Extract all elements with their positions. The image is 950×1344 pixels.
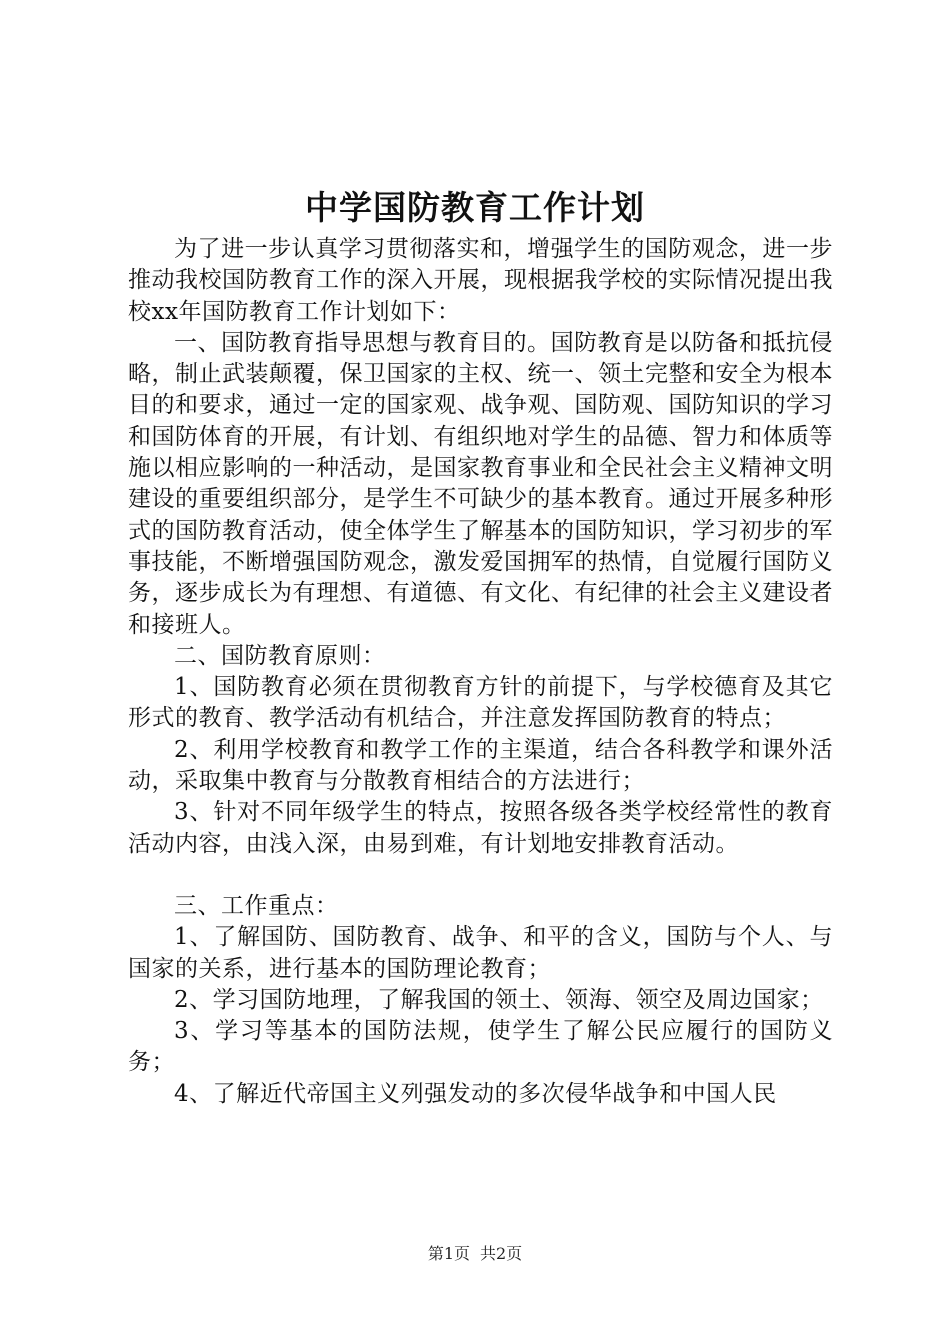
- document-body: [128, 234, 833, 1110]
- paragraph-focus-1: 1、了解国防、国防教育、战争、和平的含义，国防与个人、与国家的关系，进行基本的国防理论教育；: [128, 924, 833, 982]
- page-number: 第1页: [427, 1244, 470, 1263]
- page-footer: [0, 1243, 950, 1265]
- paragraph-principle-1: 1、国防教育必须在贯彻教育方针的前提下，与学校德育及其它形式的教育、教学活动有机结合，并注意发挥国防教育的特点；: [128, 674, 833, 732]
- paragraph-focus-2: 2、学习国防地理，了解我国的领土、领海、领空及周边国家；: [174, 986, 824, 1013]
- paragraph-section-3-heading: 三、工作重点：: [174, 892, 339, 919]
- paragraph-principle-2: 2、利用学校教育和教学工作的主渠道，结合各科教学和课外活动，采取集中教育与分散教育相结合的方法进行；: [128, 736, 833, 795]
- paragraph-section-2-heading: 二、国防教育原则：: [174, 642, 386, 669]
- paragraph-focus-3: 3、学习等基本的国防法规，使学生了解公民应履行的国防义务；: [128, 1018, 833, 1076]
- paragraph-principle-3: 3、针对不同年级学生的特点，按照各级各类学校经常性的教育活动内容，由浅入深，由易到难，有计划地安排教育活动。: [128, 799, 833, 857]
- paragraph-intro: 为了进一步认真学习贯彻落实和，增强学生的国防观念，进一步推动我校国防教育工作的深入开展，现根据我学校的实际情况提出我校xx年国防教育工作计划如下：: [128, 236, 833, 325]
- paragraph-focus-4: 4、了解近代帝国主义列强发动的多次侵华战争和中国人民: [174, 1080, 777, 1107]
- document-title: 中学国防教育工作计划: [305, 188, 645, 227]
- paragraph-section-1: 一、国防教育指导思想与教育目的。国防教育是以防备和抵抗侵略，制止武装颠覆，保卫国家的主权、统一、领土完整和安全为根本目的和要求，通过一定的国家观、战争观、国防观、国防知识的学习和国防体育的开展，有计划、有组织地对学生的品德、智力和体质等施以相应影响的一种活动，是国家教育事业和全民社会主义精神文明建设的重要组织部分，是学生不可缺少的基本教育。通过开展多种形式的国防教育活动，使全体学生了解基本的国防知识，学习初步的军事技能，不断增强国防观念，激发爱国拥军的热情，自觉履行国防义务，逐步成长为有理想、有道德、有文化、有纪律的社会主义建设者和接班人。: [128, 329, 833, 638]
- page-total: 共2页: [480, 1244, 523, 1263]
